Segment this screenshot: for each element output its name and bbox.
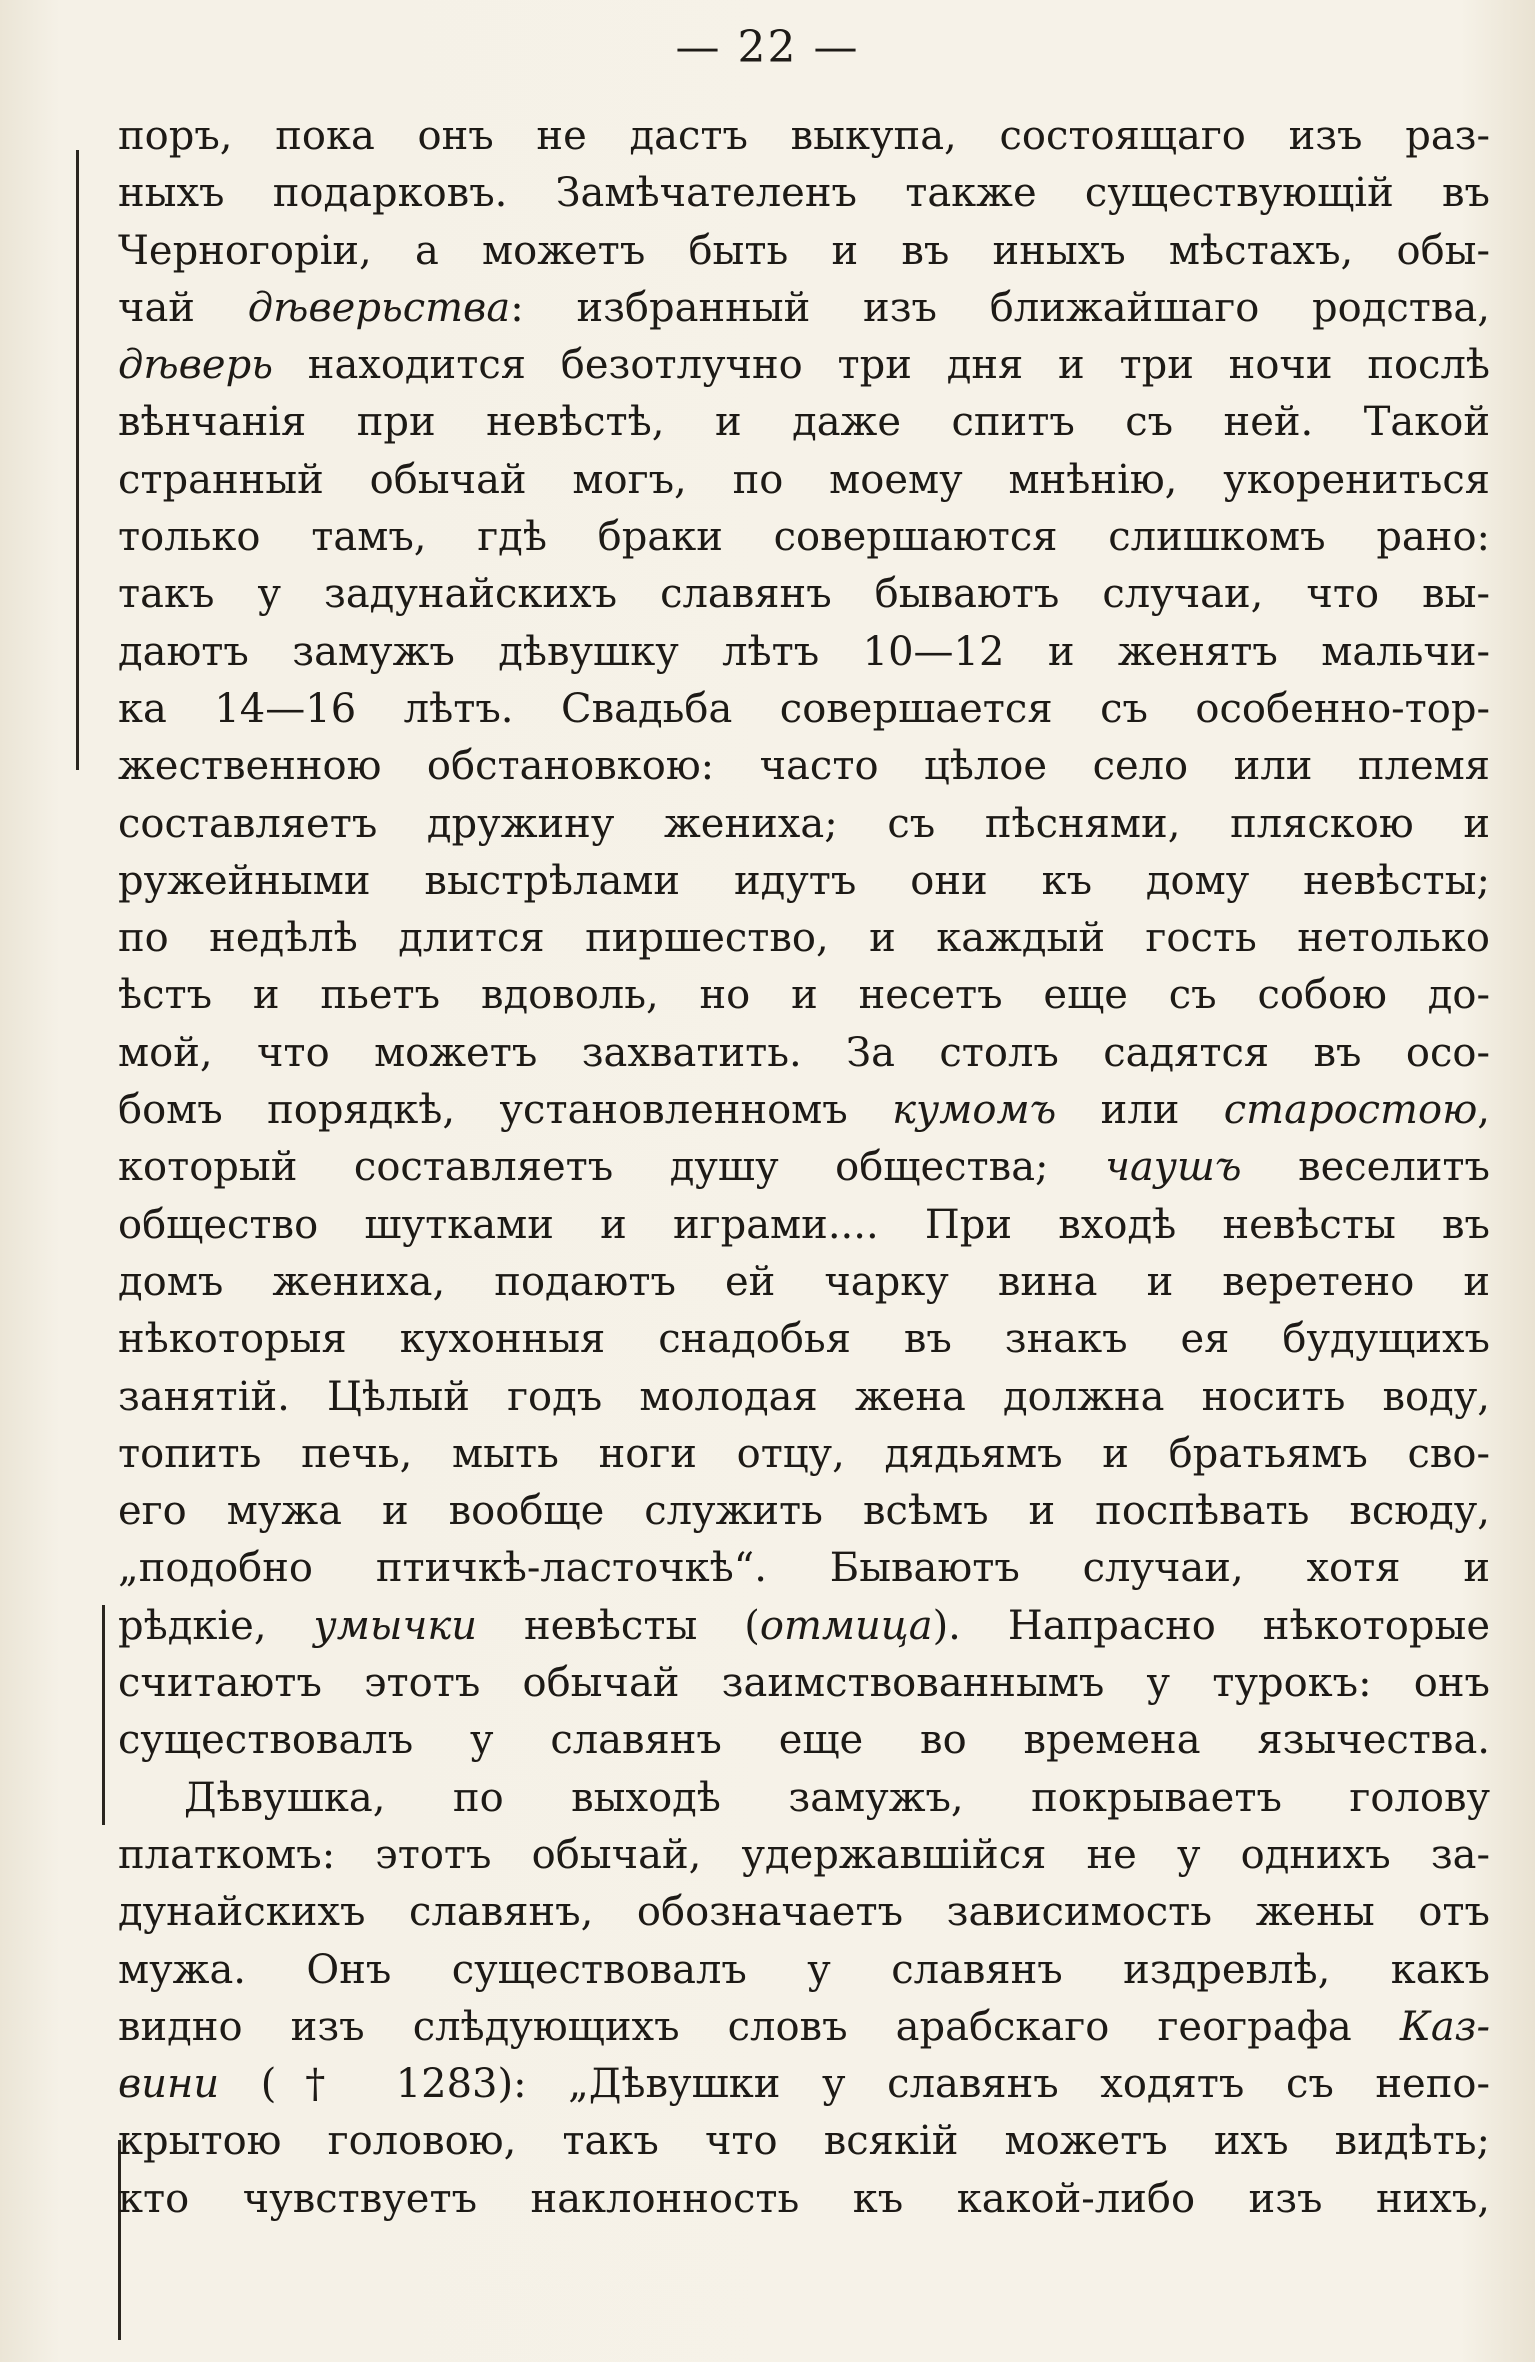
text-run: домъ жениха, подаютъ ей чарку вина и веретено и	[118, 1258, 1490, 1305]
text-line	[118, 165, 1490, 222]
text-line	[118, 2113, 1490, 2170]
text-run: веселитъ	[1241, 1144, 1490, 1191]
text-run: поръ, пока онъ не дастъ выкупа, состоящаго изъ раз-	[118, 113, 1490, 159]
margin-mark-upper	[76, 150, 79, 770]
text-line	[118, 1139, 1490, 1196]
text-line	[118, 108, 1490, 165]
text-line	[118, 738, 1490, 795]
body-text	[118, 108, 1490, 2228]
italic-term: старостою	[1223, 1087, 1478, 1134]
text-run: вѣнчанія при невѣстѣ, и даже спитъ съ ней. Такой	[118, 399, 1490, 446]
italic-term: дѣверьства	[247, 284, 511, 331]
italic-term: кумомъ	[892, 1087, 1057, 1134]
text-run: Дѣвушка, по выходѣ замужъ, покрываетъ голову	[184, 1774, 1490, 1821]
text-line	[118, 681, 1490, 738]
text-run: ). Напрасно нѣкоторые	[932, 1602, 1490, 1649]
text-line	[118, 1942, 1490, 1999]
text-line	[118, 1827, 1490, 1884]
text-line	[118, 1197, 1490, 1254]
italic-term: Каз-	[1399, 2003, 1490, 2050]
text-line	[118, 1712, 1490, 1769]
text-run: „подобно птичкѣ-ласточкѣ“. Бываютъ случаи, хотя и	[118, 1545, 1490, 1592]
text-run: видно изъ слѣдующихъ словъ арабскаго географа	[118, 2003, 1400, 2050]
text-run: жественною обстановкою: часто цѣлое село или племя	[118, 743, 1490, 790]
text-line	[118, 1770, 1490, 1827]
italic-term: вини	[118, 2061, 220, 2108]
text-line	[118, 1655, 1490, 1712]
text-run: ѣстъ и пьетъ вдоволь, но и несетъ еще съ собою до-	[118, 972, 1490, 1019]
text-run: мой, что можетъ захватить. За столъ садятся въ осо-	[118, 1029, 1490, 1076]
text-line	[118, 1025, 1490, 1082]
text-run: рѣдкіе,	[118, 1602, 314, 1649]
text-run: кто чувствуетъ наклонность къ какой-либо изъ нихъ,	[118, 2175, 1490, 2222]
text-line	[118, 910, 1490, 967]
text-line	[118, 1598, 1490, 1655]
text-line	[118, 337, 1490, 394]
text-line	[118, 796, 1490, 853]
text-line	[118, 509, 1490, 566]
margin-mark-middle	[102, 1605, 105, 1825]
text-run: крытою головою, такъ что всякій можетъ ихъ видѣть;	[118, 2118, 1490, 2165]
text-line	[118, 853, 1490, 910]
text-run: даютъ замужъ дѣвушку лѣтъ 10—12 и женятъ мальчи-	[118, 628, 1490, 675]
text-line	[118, 1884, 1490, 1941]
text-run: платкомъ: этотъ обычай, удержавшійся не у однихъ за-	[118, 1831, 1490, 1878]
italic-term: отмица	[759, 1602, 933, 1649]
text-line	[118, 223, 1490, 280]
text-run: или	[1056, 1087, 1224, 1134]
text-run: невѣсты (	[476, 1602, 760, 1649]
text-run: находится безотлучно три дня и три ночи послѣ	[272, 342, 1490, 389]
text-line	[118, 1369, 1490, 1426]
text-run: ныхъ подарковъ. Замѣчателенъ также существующій въ	[118, 170, 1490, 217]
page-number: — 22 —	[675, 22, 860, 73]
text-run: занятій. Цѣлый годъ молодая жена должна носить воду,	[118, 1373, 1490, 1420]
text-run: только тамъ, гдѣ браки совершаются слишкомъ рано:	[118, 514, 1490, 561]
italic-term: дѣверь	[118, 342, 273, 389]
text-run: существовалъ у славянъ еще во времена язычества.	[118, 1717, 1490, 1764]
text-run: по недѣлѣ длится пиршество, и каждый гость нетолько	[118, 915, 1490, 962]
text-run: бомъ порядкѣ, установленномъ	[118, 1087, 893, 1134]
text-line	[118, 2171, 1490, 2228]
text-run: дунайскихъ славянъ, обозначаетъ зависимость жены отъ	[118, 1889, 1490, 1936]
text-line	[118, 1483, 1490, 1540]
text-line	[118, 1311, 1490, 1368]
text-run: мужа. Онъ существовалъ у славянъ издревлѣ, какъ	[118, 1946, 1490, 1993]
text-line	[118, 1540, 1490, 1597]
text-run: нѣкоторыя кухонныя снадобья въ знакъ ея будущихъ	[118, 1316, 1490, 1363]
text-run: : избранный изъ ближайшаго родства,	[510, 284, 1490, 331]
text-line	[118, 280, 1490, 337]
text-run: его мужа и вообще служить всѣмъ и поспѣвать всюду,	[118, 1488, 1490, 1535]
text-run: такъ у задунайскихъ славянъ бываютъ случаи, что вы-	[118, 571, 1490, 618]
text-run: странный обычай могъ, по моему мнѣнію, укорениться	[118, 456, 1490, 503]
text-line	[118, 967, 1490, 1024]
text-line	[118, 1082, 1490, 1139]
text-run: Черногоріи, а можетъ быть и въ иныхъ мѣстахъ, обы-	[118, 227, 1490, 274]
text-line	[118, 394, 1490, 451]
text-line	[118, 566, 1490, 623]
text-run: составляетъ дружину жениха; съ пѣснями, пляскою и	[118, 800, 1490, 847]
text-line	[118, 1426, 1490, 1483]
text-line	[118, 452, 1490, 509]
text-run: топить печь, мыть ноги отцу, дядьямъ и братьямъ сво-	[118, 1430, 1490, 1477]
text-run: считаютъ этотъ обычай заимствованнымъ у турокъ: онъ	[118, 1660, 1490, 1707]
text-run: общество шутками и играми.... При входѣ невѣсты въ	[118, 1201, 1490, 1248]
text-run: ка 14—16 лѣтъ. Свадьба совершается съ особенно-тор-	[118, 685, 1490, 732]
text-run: ружейными выстрѣлами идутъ они къ дому невѣсты;	[118, 857, 1490, 904]
text-line	[118, 624, 1490, 681]
text-line	[118, 1254, 1490, 1311]
text-run: чай	[118, 284, 248, 331]
text-run: ,	[1477, 1087, 1490, 1134]
text-run: который составляетъ душу общества;	[118, 1144, 1106, 1191]
text-line	[118, 2056, 1490, 2113]
text-run: († 1283): „Дѣвушки у славянъ ходятъ съ непо-	[219, 2061, 1490, 2108]
text-line	[118, 1999, 1490, 2056]
italic-term: чаушъ	[1105, 1144, 1242, 1191]
italic-term: умычки	[313, 1602, 477, 1649]
